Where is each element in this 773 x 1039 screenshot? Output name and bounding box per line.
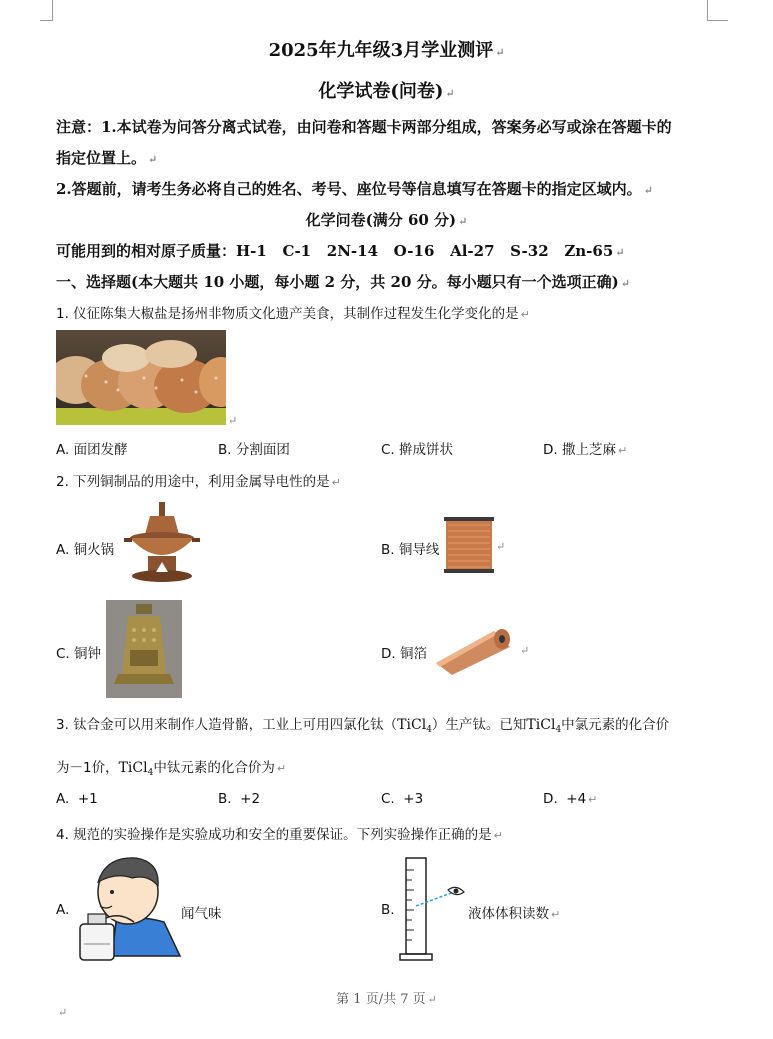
q3-option-b: B. +2 bbox=[218, 791, 261, 807]
q3-stem-line1: 3. 钛合金可以用来制作人造骨骼，工业上可用四氯化钛（TiCl$_4$）生产钛。已知TiCl$_4$中氯元素的化合价 bbox=[56, 717, 670, 735]
crop-mark-right bbox=[707, 0, 728, 21]
q1-photo-flatbread bbox=[56, 330, 226, 425]
q2-option-d: D. 铜箔 bbox=[381, 646, 427, 662]
formula-ticl4: TiCl$_4$ bbox=[526, 717, 562, 735]
q3-option-d: D. +4 ↵ bbox=[543, 791, 598, 807]
crop-mark-left bbox=[40, 0, 53, 21]
q1-option-c: C. 擀成饼状 bbox=[381, 442, 454, 458]
q4-option-b-label: 液体体积读数 ↵ bbox=[468, 906, 561, 922]
q4-option-a-letter: A. bbox=[56, 902, 70, 918]
q1-stem: 1. 仪征陈集大椒盐是扬州非物质文化遗产美食，其制作过程发生化学变化的是 ↵ bbox=[56, 306, 530, 322]
q2-stem: 2. 下列铜制品的用途中，利用金属导电性的是 ↵ bbox=[56, 474, 341, 490]
part1-heading: 一、选择题(本大题共 10 小题，每小题 2 分，共 20 分。每小题只有一个选项正确) ↵ bbox=[56, 273, 630, 291]
formula-ticl4: TiCl$_4$ bbox=[118, 760, 154, 778]
q4-stem: 4. 规范的实验操作是实验成功和安全的重要保证。下列实验操作正确的是 ↵ bbox=[56, 827, 503, 843]
q2-option-d-mark: ↵ bbox=[520, 644, 530, 657]
page-subtitle: 化学试卷(问卷) ↵ bbox=[318, 81, 455, 102]
q2-option-c: C. 铜钟 bbox=[56, 646, 102, 662]
trailing-paragraph-mark: ↵ bbox=[58, 1006, 68, 1019]
q4-option-b-letter: B. bbox=[381, 902, 395, 918]
atomic-masses: 可能用到的相对原子质量：H-1 C-1 2N-14 O-16 Al-27 S-32 Zn-65 ↵ bbox=[56, 242, 625, 260]
q1-option-d: D. 撒上芝麻 ↵ bbox=[543, 442, 628, 458]
note-line-1b: 指定位置上。 ↵ bbox=[56, 149, 158, 167]
graduated-cylinder-illustration bbox=[398, 856, 470, 966]
smelling-gas-illustration bbox=[76, 852, 184, 968]
section-title: 化学问卷(满分 60 分) ↵ bbox=[305, 211, 468, 229]
q1-option-b: B. 分割面团 bbox=[218, 442, 290, 458]
note-line-2: 2.答题前，请考生务必将自己的姓名、考号、座位号等信息填写在答题卡的指定区域内。 ↵ bbox=[56, 180, 653, 198]
formula-ticl4: TiCl$_4$ bbox=[397, 717, 432, 735]
q1-option-a: A. 面团发酵 bbox=[56, 442, 128, 458]
q3-option-c: C. +3 bbox=[381, 791, 424, 807]
q3-option-a: A. +1 bbox=[56, 791, 98, 807]
copper-bell-image bbox=[106, 600, 182, 702]
q2-option-b-mark: ↵ bbox=[496, 540, 506, 553]
copper-foil-roll-image bbox=[432, 625, 516, 681]
page-footer: 第 1 页/共 7 页 ↵ bbox=[336, 992, 437, 1007]
q1-photo-mark: ↵ bbox=[228, 414, 238, 427]
copper-wire-spool-image bbox=[444, 515, 494, 579]
q2-option-b: B. 铜导线 bbox=[381, 542, 440, 558]
q4-option-a-label: 闻气味 bbox=[181, 906, 222, 922]
page-title: 2025年九年级3月学业测评 ↵ bbox=[268, 40, 505, 61]
q2-option-a: A. 铜火锅 bbox=[56, 542, 115, 558]
note-line-1a: 注意：1.本试卷为问答分离式试卷，由问卷和答题卡两部分组成，答案务必写或涂在答题卡的 bbox=[56, 118, 672, 136]
q3-stem-line2: 为－1价，TiCl$_4$中钛元素的化合价为 ↵ bbox=[56, 760, 287, 778]
copper-hotpot-image bbox=[122, 500, 202, 590]
